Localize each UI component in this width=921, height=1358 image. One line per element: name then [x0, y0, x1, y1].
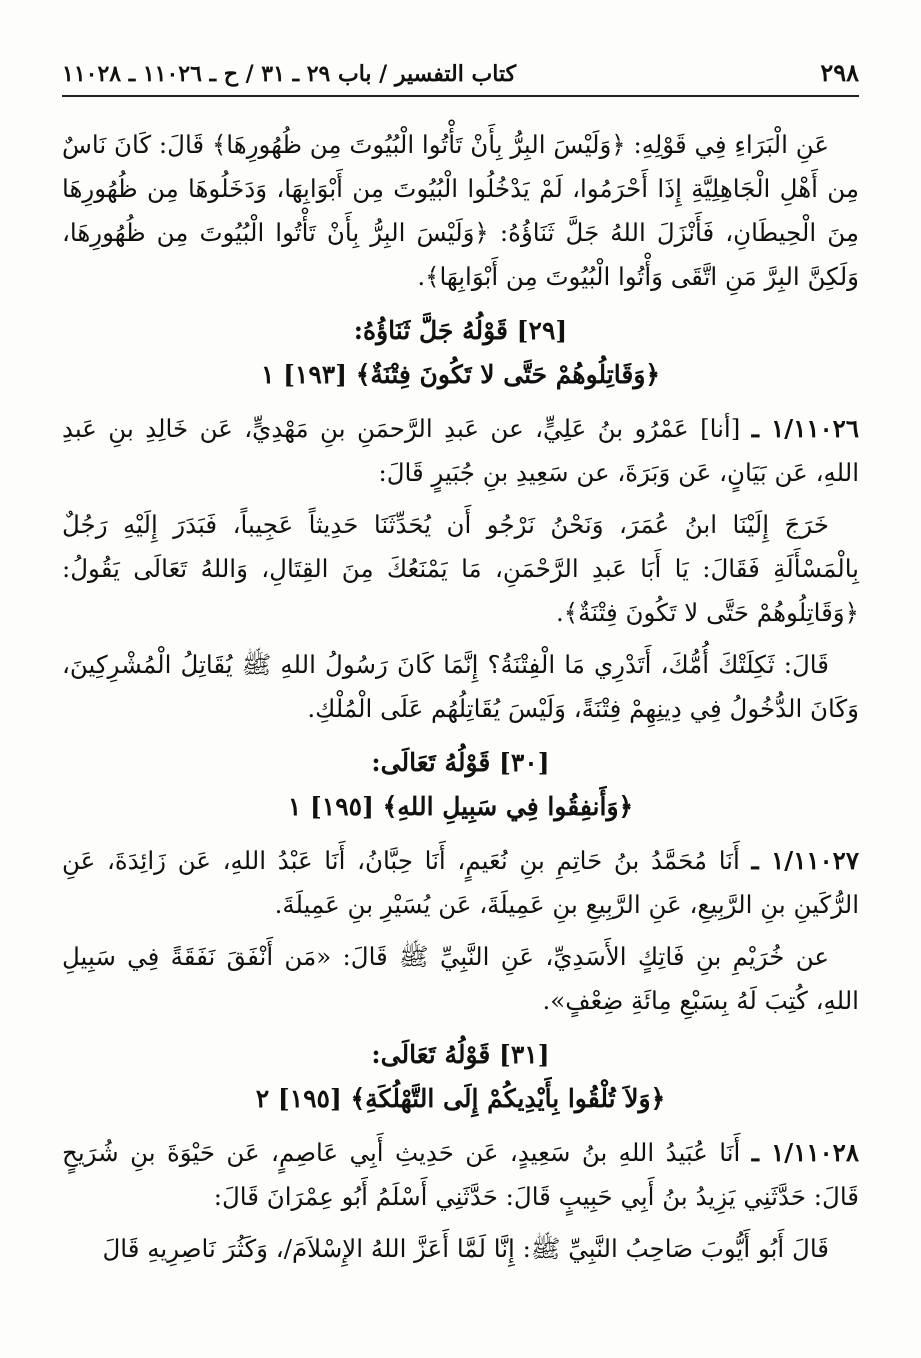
- isnad-text: أَنَا عُبَيدُ اللهِ بنُ سَعِيدٍ، عَن حَدِيثِ أَبِي عَاصِمٍ، عَن حَيْوَةَ بنِ شُرَيحٍ قَالَ: حَدَّثَنِي يَزِيدُ بنُ أَبِي حَبِيبٍ قَالَ: حَدَّثَنِي أَسْلَمُ أَبُو عِمْرَانَ قَالَ:: [62, 1138, 859, 1211]
- hadith-number: ١/١١٠٢٧ ـ: [751, 846, 859, 875]
- running-title: كتاب التفسير / باب ٢٩ ـ ٣١ / ح ـ ١١٠٢٦ ـ ١١٠٢٨: [62, 61, 517, 87]
- hadith-isnad-11026: [62, 407, 859, 495]
- hadith-isnad-11028: [62, 1131, 859, 1219]
- paragraph-bara: عَنِ الْبَرَاءِ فِي قَوْلِهِ: ﴿وَلَيْسَ البِرُّ بِأَنْ تَأْتُوا الْبُيُوتَ مِن ظُهُورِهَا﴾ قَالَ: كَانَ نَاسٌ مِن أَهْلِ الْجَاهِلِيَّةِ إِذَا أَحْرَمُوا، لَمْ يَدْخُلُوا الْبُيُوتَ مِن أَبْوَابِهَا، وَدَخَلُوهَا مِن ظُهُورِهَا مِنَ الْحِيطَانِ، فَأَنْزَلَ اللهُ جَلَّ ثَنَاؤُهُ: ﴿وَلَيْسَ البِرُّ بِأَنْ تَأْتُوا الْبُيُوتَ مِن ظُهُورِهَا، وَلَكِنَّ البِرَّ مَنِ اتَّقَى وَأْتُوا الْبُيُوتَ مِن أَبْوَابِهَا﴾.: [62, 130, 859, 291]
- section-heading-29: [٢٩] قَوْلُهُ جَلَّ ثَنَاؤُهُ:: [353, 316, 568, 345]
- isnad-text: أَنَا مُحَمَّدُ بنُ حَاتِمِ بنِ نُعَيمٍ، أَنَا حِبَّانُ، أَنَا عَبْدُ اللهِ، عَن زَائِدَةَ، عَنِ الرُّكَينِ بنِ الرَّبِيعِ، عَنِ الرَّبِيعِ بنِ عَمِيلَةَ، عَن يُسَيْرِ بنِ عَمِيلَةَ.: [62, 846, 859, 919]
- isnad-text: [أنا] عَمْرُو بنُ عَلِيٍّ، عن عَبدِ الرَّحمَنِ بنِ مَهْدِيٍّ، عَن خَالِدِ بنِ عَبدِ اللهِ، عَن بَيَانٍ، عَن وَبَرَةَ، عن سَعِيدِ بنِ جُبَيرٍ قَالَ:: [62, 414, 859, 487]
- hadith-text: خَرَجَ إِلَيْنَا ابنُ عُمَرَ، وَنَحْنُ نَرْجُو أَن يُحَدِّثَنَا حَدِيثاً عَجِيباً، فَبَدَرَ إِلَيْهِ رَجُلٌ بِالْمَسْأَلَةِ فَقَالَ: يَا أَبَا عَبدِ الرَّحْمَنِ، مَا يَمْنَعُكَ مِنَ القِتَالِ، وَاللهُ تَعَالَى يَقُولُ: ﴿وَقَاتِلُوهُمْ حَتَّى لا تَكُونَ فِتْنَةٌ﴾.: [62, 510, 859, 627]
- section-heading-30: [٣٠] قَوْلُهُ تَعَالَى:: [371, 748, 550, 777]
- running-header: [62, 58, 859, 97]
- hadith-number: ١/١١٠٢٨ ـ: [751, 1138, 859, 1167]
- verse-quote-30: ﴿وَأَنفِقُوا فِي سَبِيلِ اللهِ﴾ [١٩٥] ١: [287, 792, 634, 821]
- hadith-number: ١/١١٠٢٦ ـ: [751, 414, 859, 443]
- page-number: ٢٩٨: [820, 58, 859, 87]
- hadith-text: قَالَ: ثَكِلَتْكَ أُمُّكَ، أَتَدْرِي مَا الْفِتْنَةُ؟ إِنَّمَا كَانَ رَسُولُ اللهِ ﷺ يُقَاتِلُ الْمُشْرِكِينَ، وَكَانَ الدُّخُولُ فِي دِينِهِمْ فِتْنَةً، وَلَيْسَ يُقَاتِلُهُم عَلَى الْمُلْكِ.: [62, 650, 859, 723]
- page-body: [62, 123, 859, 1271]
- verse-quote-31: ﴿وَلاَ تُلْقُوا بِأَيْدِيكُمْ إِلَى التَّهْلُكَةِ﴾ [١٩٥] ٢: [255, 1084, 666, 1113]
- hadith-text: عن خُرَيْمِ بنِ فَاتِكٍ الأَسَدِيِّ، عَنِ النَّبِيِّ ﷺ قَالَ: «مَن أَنْفَقَ نَفَقَةً فِي سَبِيلِ اللهِ، كُتِبَ لَهُ بِسَبْعِ مِائَةِ ضِعْفٍ».: [62, 942, 859, 1015]
- section-heading-31: [٣١] قَوْلُهُ تَعَالَى:: [371, 1040, 550, 1069]
- hadith-isnad-11027: [62, 839, 859, 927]
- verse-quote-29: ﴿وَقَاتِلُوهُمْ حَتَّى لا تَكُونَ فِتْنَةٌ﴾ [١٩٣] ١: [260, 360, 661, 389]
- hadith-text: قَالَ أَبُو أَيُّوبَ صَاحِبُ النَّبِيِّ ﷺ: إِنَّا لَمَّا أَعَزَّ اللهُ الإِسْلاَمَ/، وَكَثُرَ نَاصِرِيهِ قَالَ: [102, 1234, 829, 1263]
